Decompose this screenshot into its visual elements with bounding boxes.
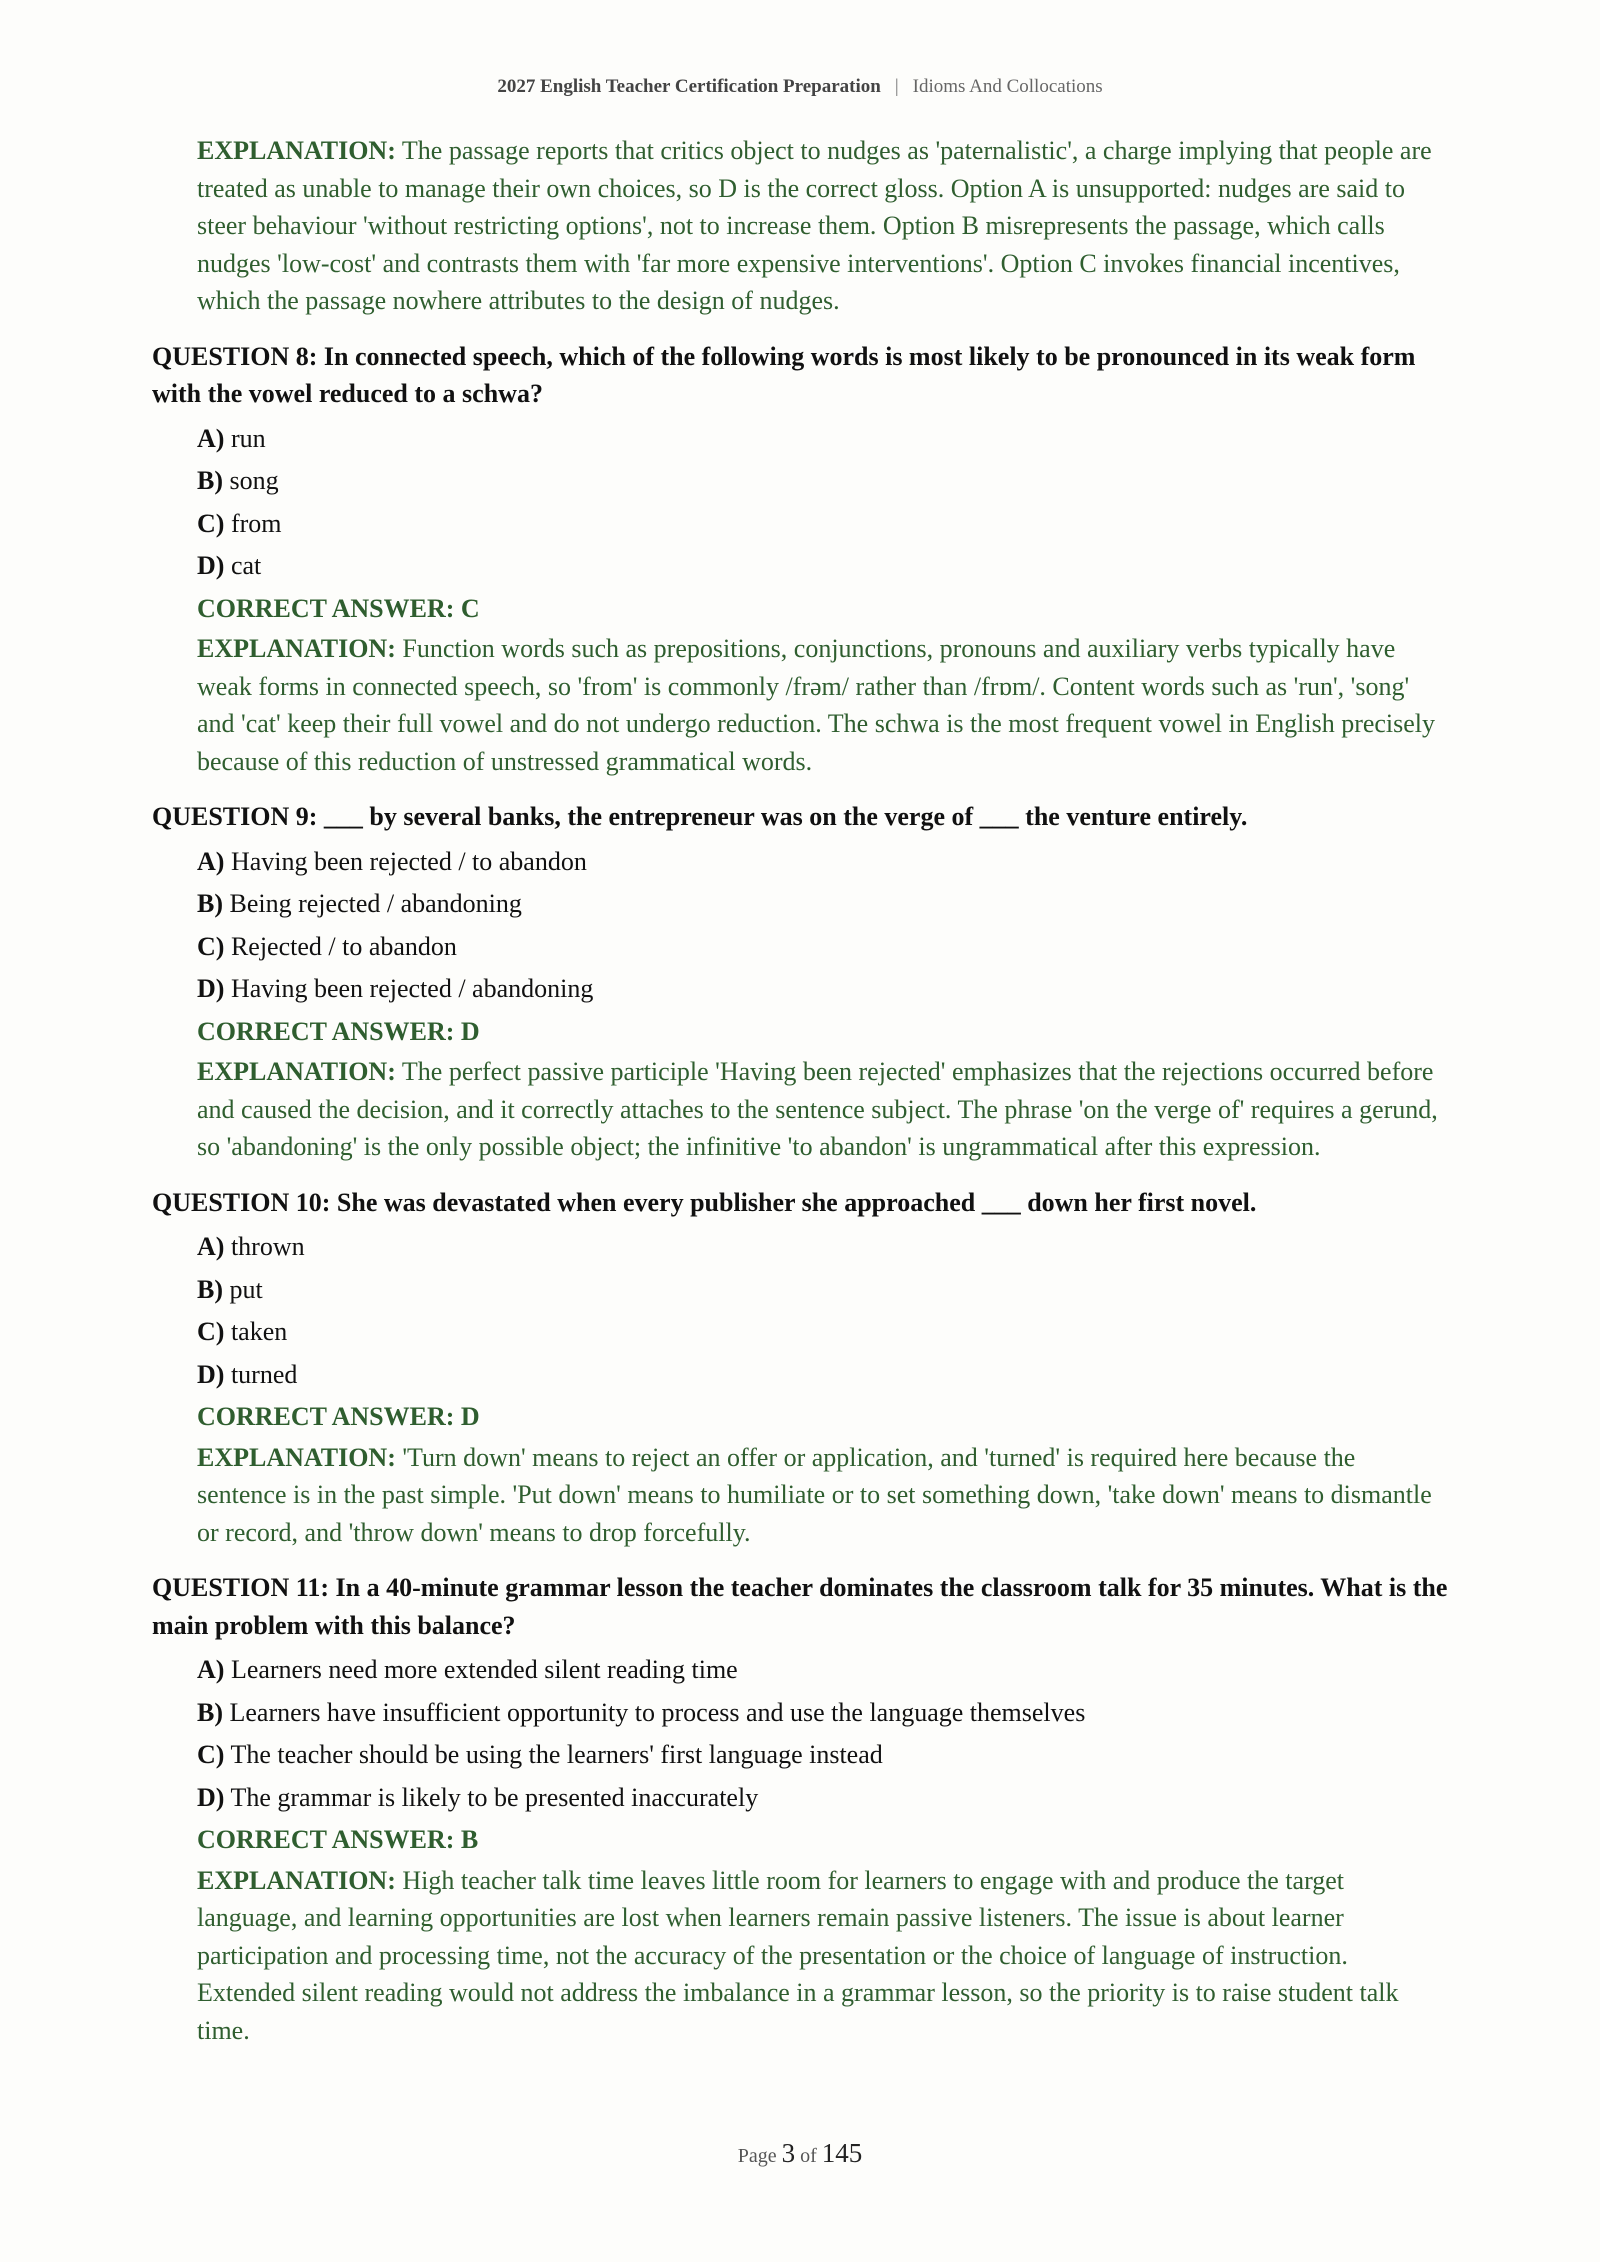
explanation: [197, 1862, 1448, 2050]
option-text: Being rejected / abandoning: [229, 889, 522, 918]
option-letter: C): [197, 931, 225, 961]
option-text: Learners have insufficient opportunity to process and use the language themselves: [229, 1697, 1086, 1727]
option-b: [197, 883, 1448, 926]
option-letter: A): [197, 423, 225, 453]
option-a: [197, 841, 1448, 884]
options-list: [197, 1649, 1448, 1819]
question-heading: QUESTION 10: She was devastated when every publisher she approached ___ down her first novel.: [152, 1187, 1257, 1217]
explanation-label: EXPLANATION:: [197, 1865, 396, 1895]
option-a: [197, 1649, 1448, 1692]
document-title: 2027 English Teacher Certification Preparation: [497, 76, 881, 97]
page-footer: [0, 2138, 1600, 2169]
total-pages-number: 145: [821, 2138, 863, 2168]
option-letter: D): [197, 551, 225, 580]
explanation: [197, 1439, 1448, 1552]
of-word: of: [800, 2145, 817, 2167]
correct-answer-label: CORRECT ANSWER:: [197, 1016, 455, 1046]
correct-answer-value: D: [460, 1016, 480, 1046]
option-a: [197, 418, 1448, 461]
correct-answer-label: CORRECT ANSWER:: [197, 593, 455, 623]
explanation-text: High teacher talk time leaves little room for learners to engage with and produce the target language, and learning opportunities are lost when learners remain passive listeners. The issue is about learner participation and processing time, not the accuracy of the presentation or the choice of language of instruction. Extended silent reading would not address the imbalance in a grammar lesson, so the priority is to raise student talk time.: [197, 1865, 1399, 2045]
options-list: [197, 1226, 1448, 1396]
option-text: The teacher should be using the learners' first language instead: [230, 1740, 883, 1769]
question-heading: QUESTION 11: In a 40-minute grammar lesson the teacher dominates the classroom talk for 35 minutes. What is the main problem with this balance?: [152, 1573, 1448, 1640]
option-letter: D): [197, 1359, 225, 1389]
option-c: [197, 1311, 1448, 1354]
correct-answer-value: C: [460, 593, 480, 623]
option-letter: B): [197, 889, 223, 918]
option-text: put: [229, 1274, 263, 1304]
option-b: [197, 460, 1448, 503]
options-list: [197, 418, 1448, 588]
option-d: [197, 1354, 1448, 1397]
option-text: turned: [230, 1359, 298, 1389]
correct-answer: [197, 1819, 1448, 1862]
option-a: [197, 1226, 1448, 1269]
option-text: from: [230, 508, 282, 538]
page-header: [0, 76, 1600, 98]
option-d: [197, 968, 1448, 1011]
question-heading: QUESTION 8: In connected speech, which of the following words is most likely to be pronounced in its weak form with the vowel reduced to a schwa?: [152, 341, 1416, 408]
correct-answer: [197, 1011, 1448, 1054]
option-text: Learners need more extended silent reading time: [230, 1655, 738, 1684]
option-text: cat: [230, 551, 262, 580]
correct-answer: [197, 588, 1448, 631]
explanation-label: EXPLANATION:: [197, 634, 396, 663]
option-letter: C): [197, 1317, 225, 1346]
option-d: [197, 1777, 1448, 1820]
explanation-text: The passage reports that critics object to nudges as 'paternalistic', a charge implying that people are treated as unable to manage their own choices, so D is the correct gloss. Option A is unsupported: nudges are said to steer behaviour 'without restricting options', not to increase them. Option B misrepresents the passage, which calls nudges 'low-cost' and contrasts them with 'far more expensive interventions'. Option C invokes financial incentives, which the passage nowhere attributes to the design of nudges.: [197, 136, 1432, 315]
explanation-text: 'Turn down' means to reject an offer or application, and 'turned' is required here because the sentence is in the past simple. 'Put down' means to humiliate or to set something down, 'take down' means to dismantle or record, and 'throw down' means to drop forcefully.: [197, 1442, 1432, 1547]
option-letter: A): [197, 1232, 225, 1261]
option-letter: C): [197, 1740, 225, 1769]
question-heading: QUESTION 9: ___ by several banks, the entrepreneur was on the verge of ___ the venture entirely.: [152, 802, 1248, 831]
option-b: [197, 1269, 1448, 1312]
option-text: song: [229, 466, 279, 495]
explanation: [197, 1053, 1448, 1166]
option-d: [197, 545, 1448, 588]
option-letter: B): [197, 1274, 223, 1304]
correct-answer-value: D: [460, 1402, 480, 1431]
page-word: Page: [737, 2145, 777, 2167]
correct-answer: [197, 1396, 1448, 1439]
option-letter: B): [197, 1697, 223, 1727]
option-text: Having been rejected / to abandon: [230, 846, 587, 876]
option-letter: B): [197, 466, 223, 495]
option-letter: A): [197, 1655, 225, 1684]
page-content: [152, 132, 1448, 2049]
explanation-text: The perfect passive participle 'Having been rejected' emphasizes that the rejections occurred before and caused the decision, and it correctly attaches to the sentence subject. The phrase 'on the verge of' requires a gerund, so 'abandoning' is the only possible object; the infinitive 'to abandon' is ungrammatical after this expression.: [197, 1057, 1438, 1161]
explanation-label: EXPLANATION:: [197, 136, 396, 165]
option-b: [197, 1692, 1448, 1735]
explanation-q7: [197, 132, 1448, 320]
option-text: Having been rejected / abandoning: [230, 974, 594, 1003]
explanation-label: EXPLANATION:: [197, 1442, 396, 1472]
option-c: [197, 926, 1448, 969]
option-letter: A): [197, 846, 225, 876]
option-text: thrown: [230, 1232, 305, 1261]
section-title: Idioms And Collocations: [912, 76, 1103, 97]
option-text: run: [230, 423, 266, 453]
option-c: [197, 503, 1448, 546]
options-list: [197, 841, 1448, 1011]
correct-answer-label: CORRECT ANSWER:: [197, 1825, 455, 1854]
option-letter: C): [197, 508, 225, 538]
header-separator: |: [894, 76, 899, 97]
explanation: [197, 630, 1448, 780]
option-text: taken: [230, 1317, 288, 1346]
option-text: The grammar is likely to be presented inaccurately: [230, 1782, 759, 1812]
option-c: [197, 1734, 1448, 1777]
option-letter: D): [197, 974, 225, 1003]
correct-answer-label: CORRECT ANSWER:: [197, 1402, 455, 1431]
explanation-text: Function words such as prepositions, conjunctions, pronouns and auxiliary verbs typically have weak forms in connected speech, so 'from' is commonly /frəm/ rather than /frɒm/. Content words such as 'run', 'song' and 'cat' keep their full vowel and do not undergo reduction. The schwa is the most frequent vowel in English precisely because of this reduction of unstressed grammatical words.: [197, 634, 1436, 776]
option-letter: D): [197, 1782, 225, 1812]
explanation-label: EXPLANATION:: [197, 1057, 396, 1086]
correct-answer-value: B: [460, 1825, 479, 1854]
option-text: Rejected / to abandon: [230, 931, 457, 961]
current-page-number: 3: [781, 2138, 796, 2168]
